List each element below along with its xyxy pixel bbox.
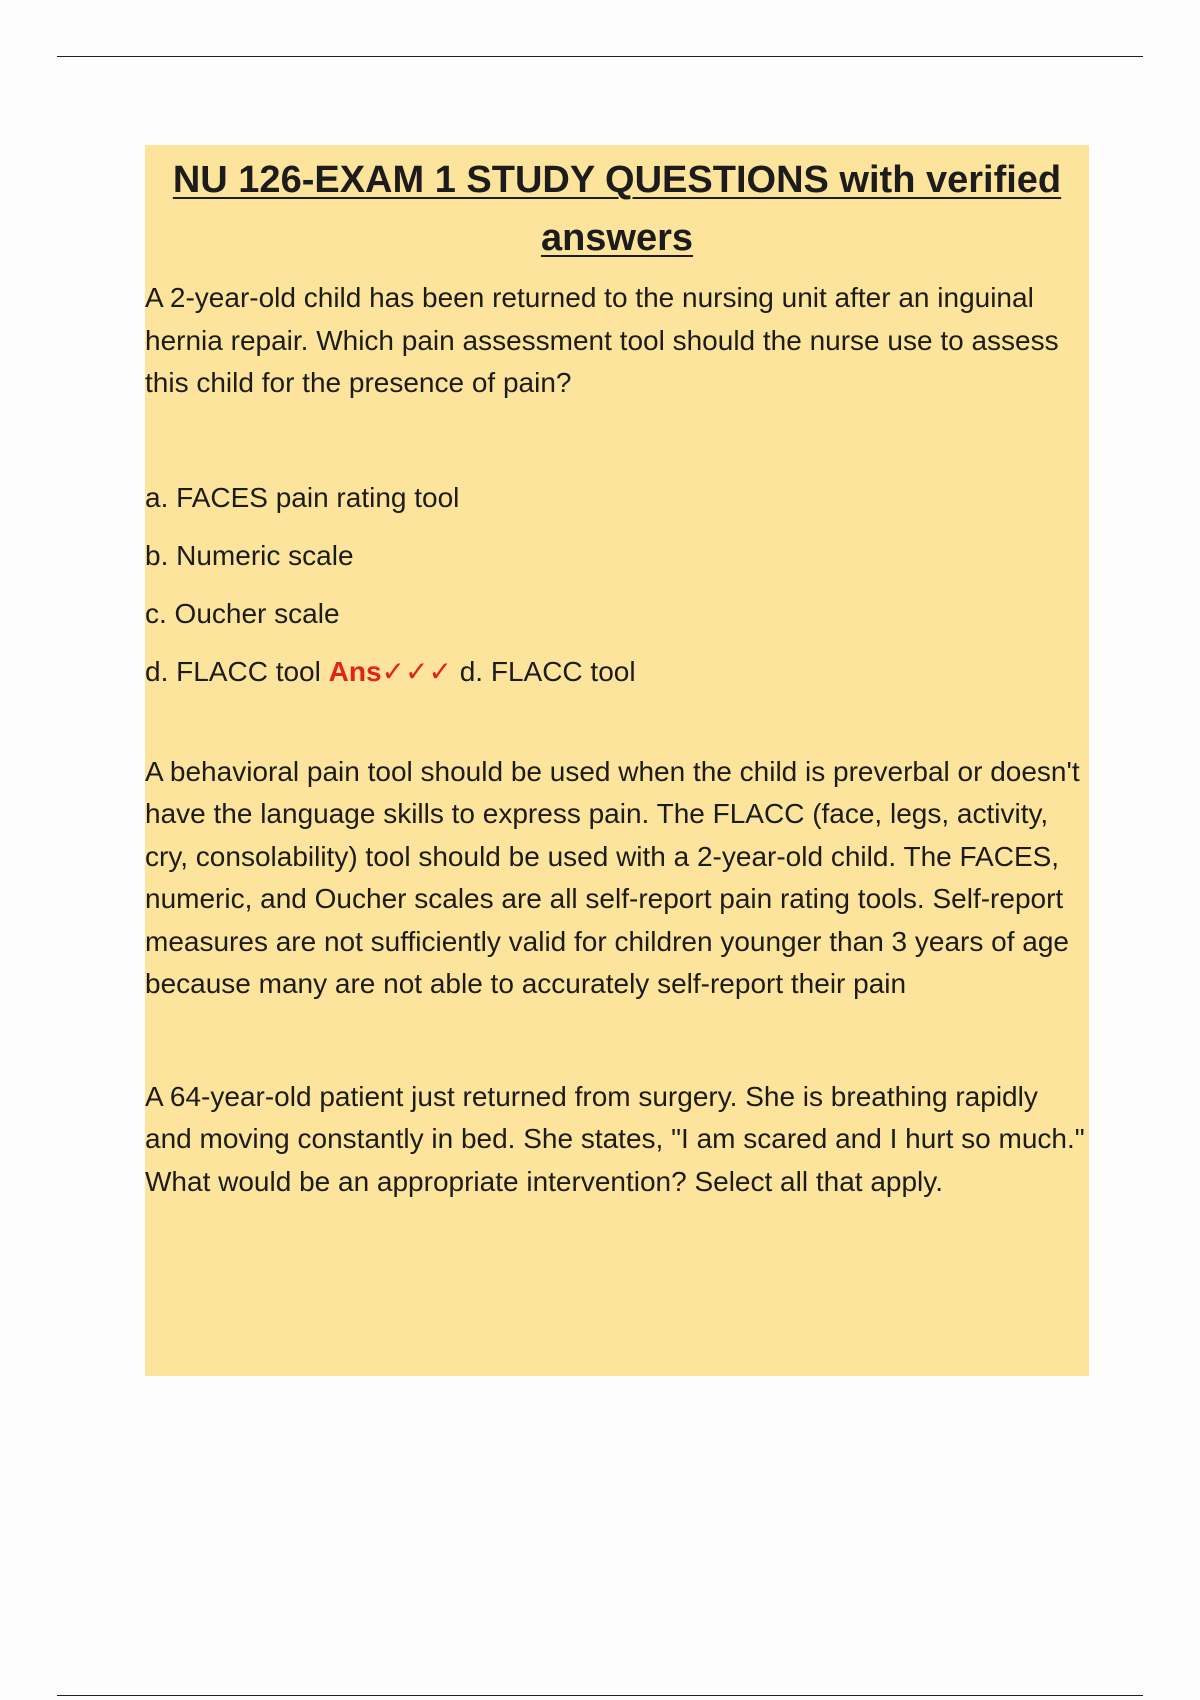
option-b: b. Numeric scale bbox=[145, 539, 354, 571]
document-title: NU 126-EXAM 1 STUDY QUESTIONS with verified answers bbox=[172, 159, 1062, 259]
question-1-text: A 2-year-old child has been returned to the nursing unit after an inguinal hernia repair. Which pain assessment tool should the nurse use to assess this child for the presence of pain? bbox=[145, 282, 1059, 398]
option-c: c. Oucher scale bbox=[145, 597, 340, 629]
answer-check-marks: ✓✓✓ bbox=[381, 655, 452, 687]
question-2-text: A 64-year-old patient just returned from surgery. She is breathing rapidly and moving constantly in bed. She states, "I am scared and I hurt so much." What would be an appropriate intervention? Select all that apply. bbox=[145, 1080, 1085, 1197]
study-questions-panel bbox=[145, 145, 1089, 1376]
footer-rule bbox=[57, 1695, 1143, 1696]
option-a: a. FACES pain rating tool bbox=[145, 481, 460, 513]
answer-label: Ans bbox=[328, 655, 382, 687]
header-rule bbox=[57, 56, 1143, 57]
option-d-with-answer bbox=[145, 651, 1089, 693]
question-1-options bbox=[145, 477, 1089, 693]
question-1-explanation: A behavioral pain tool should be used when the child is preverbal or doesn't have the language skills to express pain. The FLACC (face, legs, activity, cry, consolability) tool should be used with a 2-year-old child. The FACES, numeric, and Oucher scales are all self-report pain rating tools. Self-report measures are not sufficiently valid for children younger than 3 years of age because many are not able to accurately self-report their pain bbox=[145, 755, 1080, 999]
answer-text: d. FLACC tool bbox=[459, 655, 636, 687]
option-d: d. FLACC tool bbox=[145, 655, 321, 687]
